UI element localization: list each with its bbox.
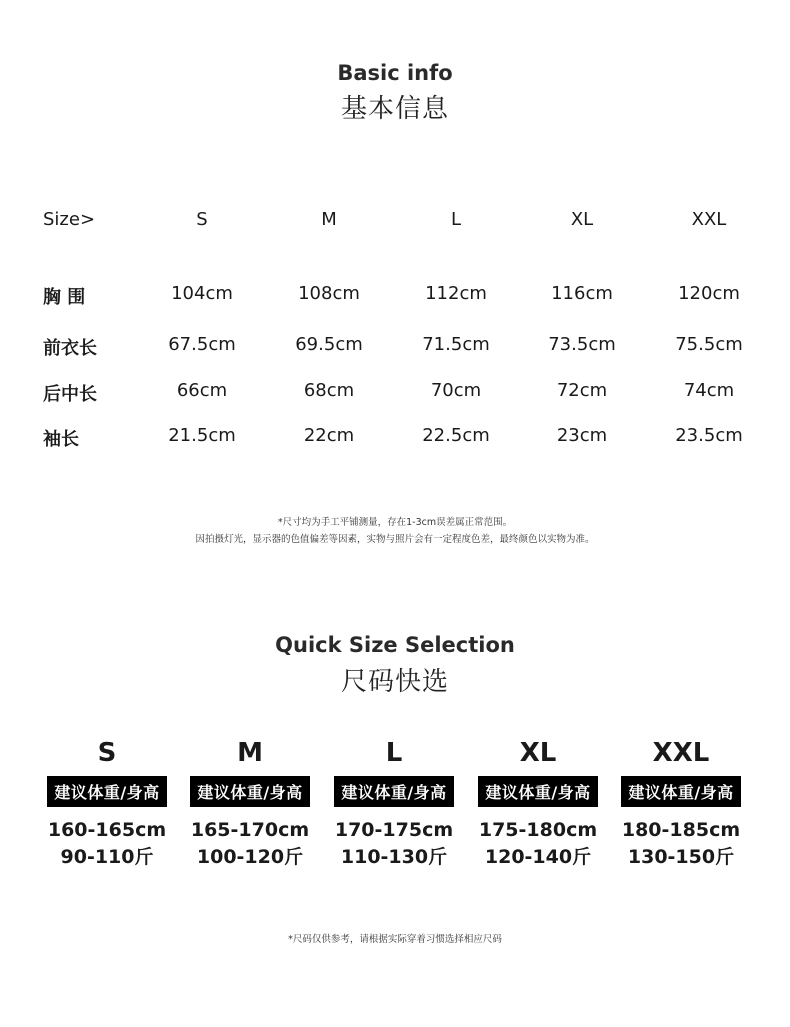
size-header-xxl: XXL (691, 209, 727, 230)
table-cell: 72cm (556, 380, 608, 401)
weight-range: 120-140斤 (484, 846, 592, 868)
height-range: 180-185cm (621, 819, 741, 841)
quick-size-l (324, 735, 464, 871)
table-cell: 22.5cm (422, 425, 490, 446)
quick-size-label: M (237, 738, 263, 768)
table-cell: 120cm (678, 283, 740, 304)
table-cell: 73.5cm (548, 334, 616, 355)
measurement-note: *尺寸均为手工平铺测量，存在1-3cm误差属正常范围。 (277, 517, 513, 528)
basic-info-title-en: Basic info (337, 61, 453, 85)
color-note: 因拍摄灯光，显示器的色值偏差等因素，实物与照片会有一定程度色差，最终颜色以实物为准。 (195, 534, 595, 545)
table-cell: 23.5cm (675, 425, 743, 446)
table-cell: 66cm (176, 380, 228, 401)
table-cell: 23cm (556, 425, 608, 446)
size-header-m: M (321, 209, 337, 230)
table-cell: 104cm (171, 283, 233, 304)
table-cell: 112cm (425, 283, 487, 304)
weight-range: 130-150斤 (627, 846, 735, 868)
row-label-sleeve: 袖长 (43, 429, 79, 450)
table-cell: 108cm (298, 283, 360, 304)
size-header-l: L (450, 209, 462, 230)
recommend-badge: 建议体重/身高 (190, 776, 310, 807)
size-header-s: S (196, 209, 208, 230)
height-range: 165-170cm (190, 819, 310, 841)
table-cell: 22cm (303, 425, 355, 446)
table-cell: 75.5cm (675, 334, 743, 355)
basic-info-title-cn: 基本信息 (340, 94, 449, 124)
recommend-badge: 建议体重/身高 (478, 776, 598, 807)
height-range: 175-180cm (478, 819, 598, 841)
height-range: 170-175cm (334, 819, 454, 841)
quick-size-m (180, 735, 320, 871)
weight-range: 100-120斤 (196, 846, 304, 868)
size-footnote: *尺码仅供参考，请根据实际穿着习惯选择相应尺码 (288, 934, 502, 945)
table-cell: 68cm (303, 380, 355, 401)
weight-range: 90-110斤 (60, 846, 154, 868)
row-label-chest: 胸 围 (43, 287, 86, 308)
recommend-badge: 建议体重/身高 (621, 776, 741, 807)
row-label-back-length: 后中长 (43, 384, 97, 405)
table-cell: 71.5cm (422, 334, 490, 355)
quick-size-title-cn: 尺码快选 (340, 667, 449, 697)
quick-size-title-en: Quick Size Selection (275, 633, 515, 657)
table-cell: 74cm (683, 380, 735, 401)
size-header-xl: XL (570, 209, 594, 230)
size-header-label: Size> (43, 209, 96, 230)
quick-size-label: L (385, 738, 403, 768)
quick-size-label: XXL (652, 738, 710, 768)
table-cell: 69.5cm (295, 334, 363, 355)
quick-size-label: S (97, 738, 117, 768)
quick-size-s (37, 735, 177, 871)
size-table (0, 0, 790, 470)
quick-size-xl (468, 735, 608, 871)
height-range: 160-165cm (47, 819, 167, 841)
table-cell: 67.5cm (168, 334, 236, 355)
quick-size-label: XL (519, 738, 557, 768)
recommend-badge: 建议体重/身高 (334, 776, 454, 807)
table-cell: 70cm (430, 380, 482, 401)
weight-range: 110-130斤 (340, 846, 448, 868)
table-cell: 21.5cm (168, 425, 236, 446)
recommend-badge: 建议体重/身高 (47, 776, 167, 807)
quick-size-xxl (611, 735, 751, 871)
row-label-front-length: 前衣长 (43, 338, 97, 359)
table-cell: 116cm (551, 283, 613, 304)
